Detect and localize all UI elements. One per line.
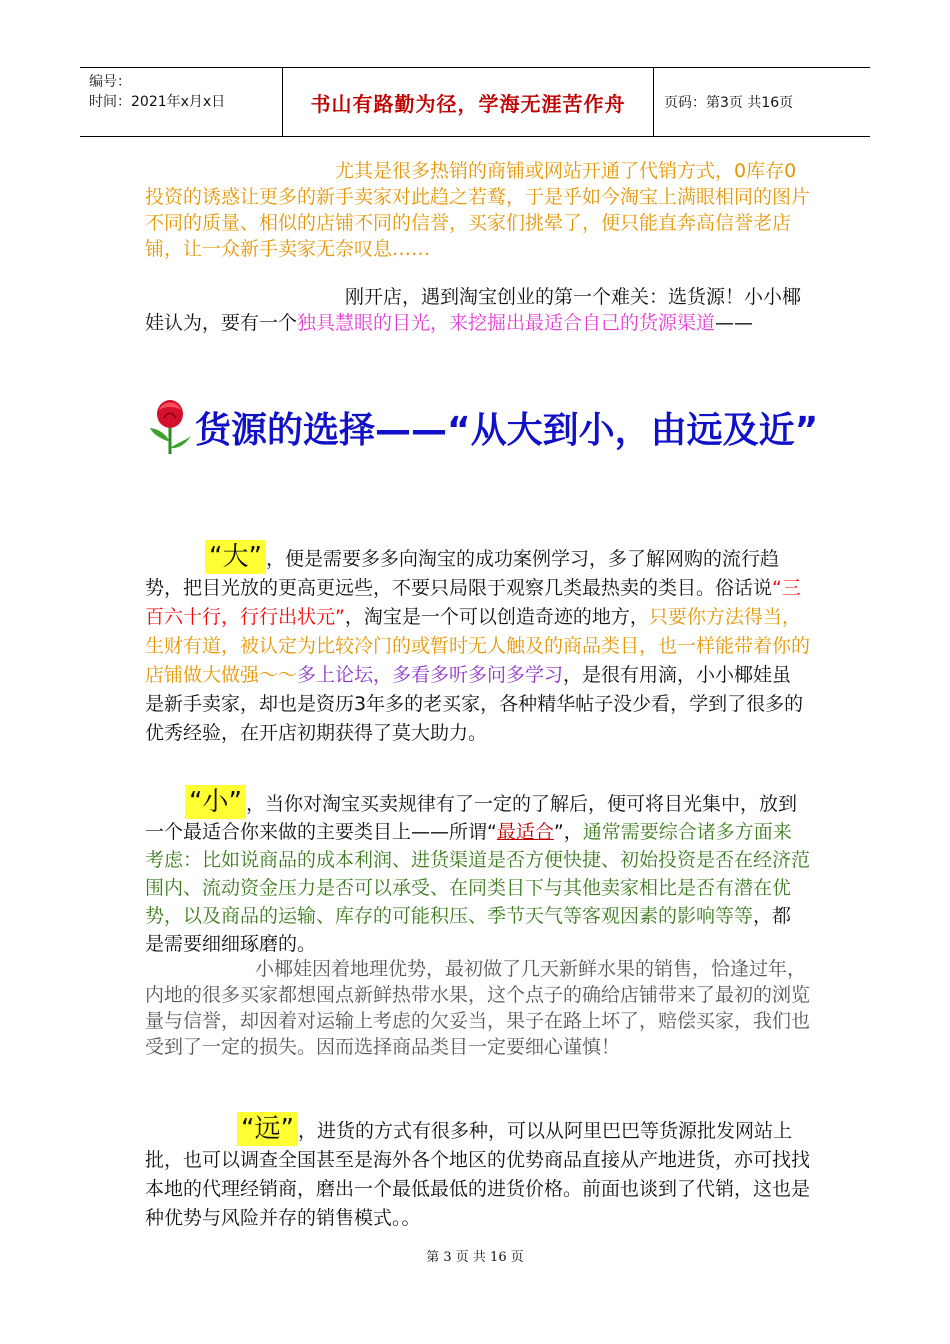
da-text-1: ，便是需要多多向淘宝的成功案例学习，多了解网购的流行趋势，把目光放的更高更远些，不要只局限于观察几类最热卖的类目。俗话说 <box>145 548 779 599</box>
da-proverb: “三百六十行，行行出状元” <box>145 577 801 628</box>
tag-yuan: “远” <box>237 1112 298 1146</box>
xiao-text-1: ，当你对淘宝买卖规律有了一定的了解后，便可将目光集中，放到一个最适合你来做的主要类目上——所谓“ <box>145 793 797 843</box>
intro-dash: —— <box>715 312 754 334</box>
rose-icon <box>145 398 195 456</box>
intro-paragraph-1: 尤其是很多热销的商铺或网站开通了代销方式，0库存0投资的诱惑让更多的新手卖家对此趋之若鹜，于是乎如今淘宝上满眼相同的图片不同的质量、相似的店铺不同的信誉，买家们挑晕了，便只能直奔高信誉老店铺，让一众新手卖家无奈叹息…… <box>145 160 811 260</box>
doc-number-label: 编号： <box>89 74 131 90</box>
xiao-considerations: 通常需要综合诸多方面来考虑：比如说商品的成本利润、进货渠道是否方便快捷、初始投资是否在经济范围内、流动资金压力是否可以承受、在同类目下与其他卖家相比是否有潜在优势，以及商品的运输、库存的可能积压、季节天气等客观因素的影响等等 <box>145 821 811 927</box>
header-page-cell <box>654 68 870 136</box>
header-motto-cell <box>283 68 654 136</box>
intro-highlight: 独具慧眼的目光，来挖掘出最适合自己的货源渠道 <box>297 312 716 334</box>
tag-da: “大” <box>205 540 266 574</box>
intro-paragraph-2 <box>145 284 810 336</box>
section-xiao <box>145 788 810 958</box>
section-yuan <box>145 1115 810 1233</box>
tag-xiao: “小” <box>185 785 246 819</box>
doc-time: 时间：2021年x月x日 <box>89 94 226 110</box>
page-footer: 第 3 页 共 16 页 <box>426 1250 524 1265</box>
xiao-best-fit: 最适合 <box>496 821 554 843</box>
header-meta <box>80 68 283 136</box>
page-header <box>80 67 870 137</box>
intro-text: 刚开店，遇到淘宝创业的第一个难关：选货源！小小椰娃认为，要有一个 <box>145 286 802 334</box>
heading-text: 货源的选择——“从大到小，由远及近” <box>195 410 819 451</box>
header-page-info: 页码：第3页 共16页 <box>664 95 794 111</box>
yuan-text: ，进货的方式有很多种，可以从阿里巴巴等货源批发网站上批，也可以调查全国甚至是海外各个地区的优势商品直接从产地进货，亦可找找本地的代理经销商，磨出一个最低最低的进货价格。前面也谈到了代销，这也是种优势与风险并存的销售模式。。 <box>145 1120 811 1229</box>
xiao-text-3: ，都是需要细细琢磨的。 <box>145 905 792 955</box>
da-text-3: ，是很有用滴，小小椰娃虽是新手卖家，却也是资历3年多的老买家，各种精华帖子没少看，学到了很多的优秀经验，在开店初期获得了莫大助力。 <box>145 664 804 744</box>
xiao-text-2: ”， <box>553 821 583 843</box>
section-heading <box>145 398 825 460</box>
da-text-2: ，淘宝是一个可以创造奇迹的地方， <box>344 606 649 628</box>
section-da <box>145 543 810 748</box>
header-motto: 书山有路勤为径，学海无涯苦作舟 <box>310 91 626 116</box>
da-highlight-purple: 多上论坛，多看多听多问多学习 <box>297 664 564 686</box>
xiao-story: 小椰娃因着地理优势，最初做了几天新鲜水果的销售，恰逢过年，内地的很多买家都想囤点新鲜热带水果，这个点子的确给店铺带来了最初的浏览量与信誉，却因着对运输上考虑的欠妥当，果子在路上坏了，赔偿买家，我们也受到了一定的损失。因而选择商品类目一定要细心谨慎！ <box>145 958 811 1058</box>
da-highlight-orange: 只要你方法得当，生财有道，被认定为比较冷门的或暂时无人触及的商品类目，也一样能带着你的店铺做大做强～～ <box>145 606 811 686</box>
